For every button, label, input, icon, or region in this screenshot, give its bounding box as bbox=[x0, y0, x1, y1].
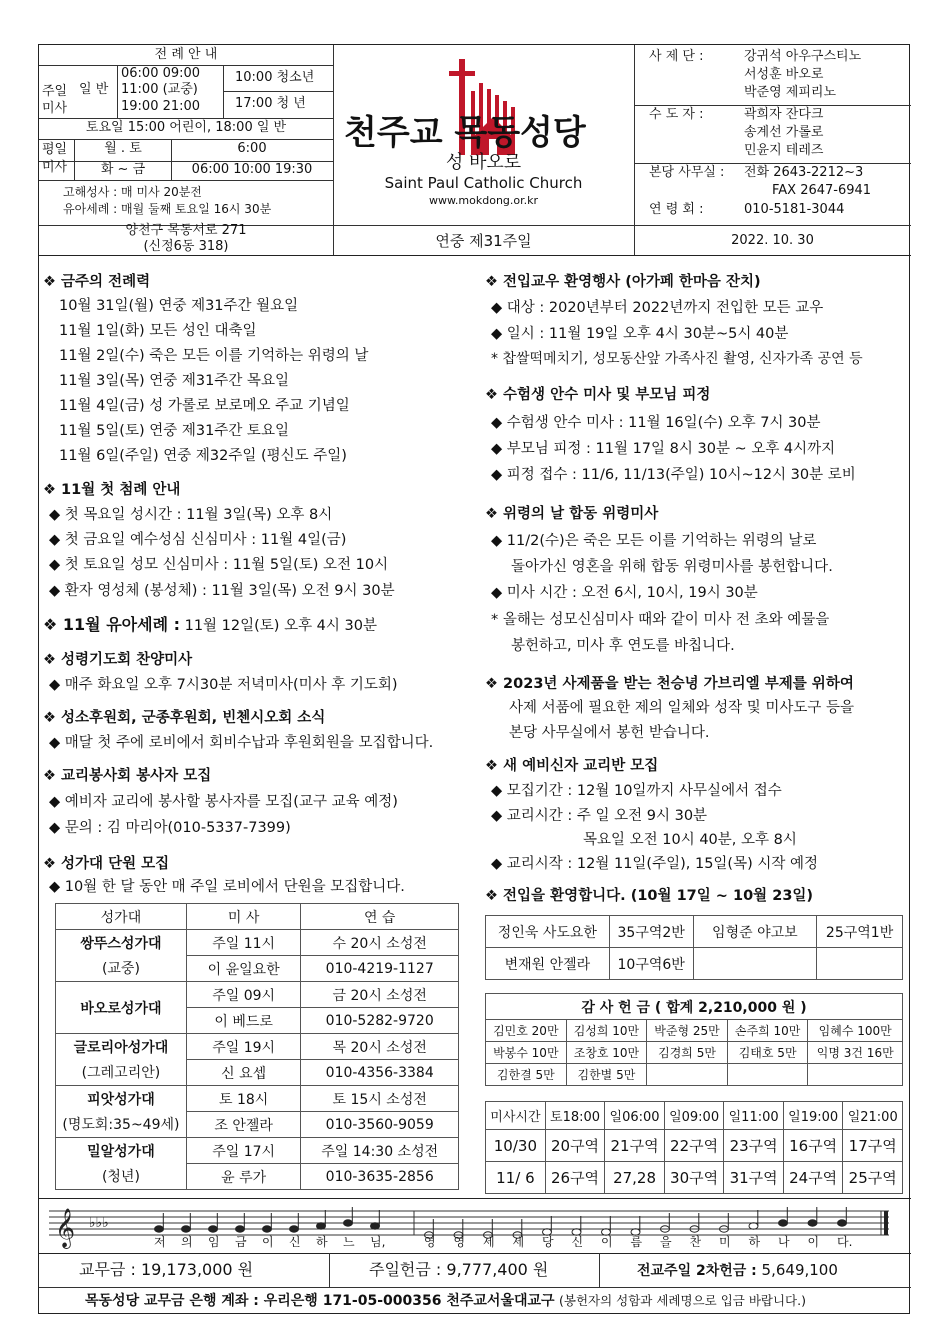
duty-cell: 20구역 bbox=[545, 1130, 605, 1162]
choir-sub: (그레고리안) bbox=[56, 1060, 187, 1086]
lyric-syllable: 의 bbox=[181, 1235, 193, 1249]
choir-name: 피앗성가대 bbox=[56, 1086, 187, 1112]
first-item: ◆ 환자 영성체 (봉성체) : 11월 3일(목) 오전 9시 30분 bbox=[49, 583, 395, 599]
mon-sat-label: 월 . 토 bbox=[104, 141, 142, 156]
welcome-event-item: ◆ 대상 : 2020년부터 2022년까지 전입한 모든 교우 bbox=[491, 300, 824, 316]
duty-header: 미사시간 bbox=[486, 1102, 546, 1130]
confession-info: 고해성사 : 매 미사 20분전 bbox=[63, 185, 202, 199]
mass-duty-table bbox=[485, 1101, 903, 1194]
thanks-cell: 김태호 5만 bbox=[727, 1042, 808, 1064]
lyric-syllable: 름 bbox=[630, 1235, 643, 1249]
spirit-heading: ❖ 성령기도회 찬양미사 bbox=[43, 652, 193, 668]
lyric-syllable: 영 bbox=[424, 1235, 436, 1249]
choir-table bbox=[55, 903, 459, 1190]
duty-cell: 23구역 bbox=[724, 1130, 784, 1162]
lyric-syllable: 다. bbox=[837, 1235, 853, 1249]
sunday-mass-label: 주일 미사 bbox=[42, 84, 68, 116]
duty-cell: 21구역 bbox=[605, 1130, 665, 1162]
note-head bbox=[317, 1223, 326, 1229]
sunday-general-label: 일 반 bbox=[79, 82, 109, 97]
tue-fri-times: 06:00 10:00 19:30 bbox=[191, 162, 313, 177]
bank-account-info bbox=[85, 1292, 806, 1310]
mission-offering bbox=[637, 1261, 838, 1280]
note-head bbox=[155, 1226, 164, 1232]
choir-practice: 토 15시 소성전 bbox=[301, 1086, 459, 1112]
choir-heading: ❖ 성가대 단원 모집 bbox=[43, 856, 170, 872]
note-head bbox=[236, 1226, 245, 1232]
choir-phone: 010-3635-2856 bbox=[301, 1164, 459, 1190]
thanks-cell: 박준형 25만 bbox=[647, 1020, 728, 1042]
duty-header: 일09:00 bbox=[664, 1102, 724, 1130]
welcome-event-note-text: 찹쌀떡메치기, 성모동산앞 가족사진 촬영, 신자가족 공연 등 bbox=[502, 351, 863, 367]
lyric-syllable: 저 bbox=[154, 1235, 166, 1249]
note-head bbox=[838, 1220, 847, 1226]
catechumen-heading: ❖ 새 예비신자 교리반 모집 bbox=[485, 758, 659, 774]
ordination-heading: ❖ 2023년 사제품을 받는 천승녕 가브리엘 부제를 위하여 bbox=[485, 676, 854, 692]
choir-mass: 토 18시 bbox=[186, 1086, 301, 1112]
lyric-syllable: 느 bbox=[343, 1235, 355, 1249]
choir-sub: (청년) bbox=[56, 1164, 187, 1190]
ordination-text: 사제 서품에 필요한 제의 일체와 성작 및 미사도구 등을 bbox=[509, 700, 855, 716]
requiem-heading: ❖ 위령의 날 합동 위령미사 bbox=[485, 506, 659, 522]
catechumen-item-text: 모집기간 : 12월 10일까지 사무실에서 접수 bbox=[506, 783, 782, 799]
church-name-part1: 천주교 목동성당 bbox=[344, 113, 586, 153]
exam-item-text: 수험생 안수 미사 : 11월 16일(수) 오후 7시 30분 bbox=[506, 415, 821, 431]
welcome-event-heading: ❖ 전입교우 환영행사 (아가페 한마음 잔치) bbox=[485, 274, 761, 290]
sunday-offering bbox=[369, 1261, 548, 1279]
choir-practice: 금 20시 소성전 bbox=[301, 982, 459, 1008]
first-item: ◆ 첫 목요일 성시간 : 11월 3일(목) 오후 8시 bbox=[49, 507, 333, 523]
calendar-item: 10월 31일(월) 연중 제31주간 월요일 bbox=[59, 298, 299, 314]
choir-name: 쌍뚜스성가대 bbox=[56, 930, 187, 956]
catechumen-time-cont: 목요일 오전 10시 40분, 오후 8시 bbox=[583, 832, 797, 848]
young-adult-mass-time: 17:00 청 년 bbox=[235, 96, 306, 111]
thanks-cell: 김한결 5만 bbox=[486, 1064, 567, 1086]
baptism-date: 11월 12일(토) 오후 4시 30분 bbox=[184, 618, 377, 634]
choir-header: 성가대 bbox=[56, 904, 187, 930]
sunday-time-2: 11:00 (교중) bbox=[121, 82, 198, 97]
duty-date: 11/ 6 bbox=[486, 1162, 546, 1194]
calendar-heading: ❖ 금주의 전례력 bbox=[43, 274, 151, 290]
choir-name: 글로리아성가대 bbox=[56, 1034, 187, 1060]
thanks-cell: 익명 3건 16만 bbox=[808, 1042, 903, 1064]
sunday-time-1: 06:00 09:00 bbox=[121, 66, 201, 81]
lyric-syllable: 금 bbox=[235, 1235, 247, 1249]
note-head bbox=[263, 1226, 272, 1232]
exam-item-text: 부모님 피정 : 11월 17일 8시 30분 ~ 오후 4시까지 bbox=[506, 441, 836, 457]
requiem-item: ◆ 미사 시간 : 오전 6시, 10시, 19시 30분 bbox=[491, 585, 758, 601]
volunteer-item: ◆ 문의 : 김 마리아(010-5337-7399) bbox=[49, 820, 291, 836]
patron-name: 성 바오로 bbox=[445, 152, 522, 173]
catechumen-item-text: 교리시작 : 12월 11일(주일), 15일(목) 시작 예정 bbox=[506, 856, 818, 872]
newcomer-heading: ❖ 전입을 환영합니다. (10월 17일 ~ 10월 23일) bbox=[485, 888, 814, 904]
calendar-item: 11월 2일(수) 죽은 모든 이를 기억하는 위령의 날 bbox=[59, 348, 369, 364]
choir-mass: 주일 17시 bbox=[186, 1138, 301, 1164]
first-item-text: 첫 목요일 성시간 : 11월 3일(목) 오후 8시 bbox=[64, 507, 333, 523]
welcome-event-text: 대상 : 2020년부터 2022년까지 전입한 모든 교우 bbox=[506, 300, 824, 316]
spirit-item: ◆ 매주 화요일 오후 7시30분 저녁미사(미사 후 기도회) bbox=[49, 677, 398, 693]
first-item-text: 환자 영성체 (봉성체) : 11월 3일(목) 오전 9시 30분 bbox=[64, 583, 395, 599]
newcomer-cell: 변재원 안젤라 bbox=[486, 948, 610, 980]
priest-label: 사 제 단 : bbox=[649, 49, 704, 64]
choir-contact: 이 베드로 bbox=[186, 1008, 301, 1034]
sunday-title: 연중 제31주일 bbox=[435, 232, 532, 250]
requiem-note: * 올해는 성모신심미사 때와 같이 미사 전 초와 예물을 bbox=[491, 612, 830, 628]
thanks-cell: 김경희 5만 bbox=[647, 1042, 728, 1064]
duty-header: 일11:00 bbox=[724, 1102, 784, 1130]
choir-contact: 신 요셉 bbox=[186, 1060, 301, 1086]
lyric-syllable: 이 bbox=[601, 1235, 613, 1249]
duty-cell: 17구역 bbox=[843, 1130, 903, 1162]
newcomer-cell: 임형준 야고보 bbox=[693, 916, 817, 948]
choir-contact: 이 윤일요한 bbox=[186, 956, 301, 982]
sunday-offering-label: 주일헌금 : bbox=[369, 1260, 442, 1279]
choir-name: 바오로성가대 bbox=[56, 982, 187, 1034]
baptism-heading: ❖ 11월 유아세례 : bbox=[43, 615, 180, 634]
thanks-cell: 임혜수 100만 bbox=[808, 1020, 903, 1042]
choir-phone: 010-5282-9720 bbox=[301, 1008, 459, 1034]
choir-item-text: 10월 한 달 동안 매 주일 로비에서 단원을 모집합니다. bbox=[64, 879, 405, 895]
choir-sub: (명도회:35~49세) bbox=[56, 1112, 187, 1138]
sunday-offering-value: 9,777,400 원 bbox=[446, 1260, 549, 1279]
thanks-cell bbox=[647, 1064, 728, 1086]
office-phone: 전화 2643-2212~3 bbox=[744, 165, 864, 180]
choir-header: 미 사 bbox=[186, 904, 301, 930]
exam-item: ◆ 부모님 피정 : 11월 17일 8시 30분 ~ 오후 4시까지 bbox=[491, 441, 836, 457]
lyric-syllable: 하 bbox=[748, 1235, 761, 1249]
ordination-text: 본당 사무실에서 봉헌 받습니다. bbox=[509, 725, 710, 741]
office-fax: FAX 2647-6941 bbox=[772, 183, 872, 198]
lyric-syllable: 찬 bbox=[689, 1235, 702, 1249]
address-line2: (신정6동 318) bbox=[143, 239, 229, 254]
priest-3: 박준영 제피리노 bbox=[744, 85, 837, 100]
thanks-cell: 김민호 20만 bbox=[486, 1020, 567, 1042]
welcome-event-item: ◆ 일시 : 11월 19일 오후 4시 30분~5시 40분 bbox=[491, 326, 789, 342]
english-church-name: Saint Paul Catholic Church bbox=[384, 174, 583, 192]
newcomer-cell bbox=[693, 948, 817, 980]
choir-sub: (교중) bbox=[56, 956, 187, 982]
welcome-event-text: 일시 : 11월 19일 오후 4시 30분~5시 40분 bbox=[506, 326, 789, 342]
thanks-cell: 손주희 10만 bbox=[727, 1020, 808, 1042]
church-website[interactable]: www.mokdong.or.kr bbox=[428, 194, 539, 207]
thanks-title: 감 사 헌 금 ( 합계 2,210,000 원 ) bbox=[486, 994, 903, 1020]
tue-fri-label: 화 ~ 금 bbox=[100, 162, 146, 177]
support-item: ◆ 매달 첫 주에 로비에서 회비수납과 후원회원을 모집합니다. bbox=[49, 735, 434, 751]
volunteer-item: ◆ 예비자 교리에 봉사할 봉사자를 모집(교구 교육 예정) bbox=[49, 794, 398, 810]
nun-2: 송계선 가롤로 bbox=[744, 125, 824, 140]
saturday-mass-times: 토요일 15:00 어린이, 18:00 일 반 bbox=[85, 120, 287, 135]
duty-header: 일19:00 bbox=[783, 1102, 843, 1130]
duty-header: 토18:00 bbox=[545, 1102, 605, 1130]
note-head bbox=[290, 1226, 299, 1232]
newcomer-table bbox=[485, 915, 903, 980]
council-label: 연 령 회 : bbox=[649, 202, 704, 217]
choir-header: 연 습 bbox=[301, 904, 459, 930]
thanks-cell: 박봉수 10만 bbox=[486, 1042, 567, 1064]
address-line1: 양천구 목동서로 271 bbox=[125, 223, 247, 238]
weekday-mass-label: 평일 미사 bbox=[42, 142, 68, 175]
youth-mass-time: 10:00 청소년 bbox=[235, 70, 315, 85]
newcomer-cell: 35구역2반 bbox=[609, 916, 693, 948]
duty-cell: 25구역 bbox=[843, 1162, 903, 1194]
calendar-item: 11월 5일(토) 연중 제31주간 토요일 bbox=[59, 423, 289, 439]
requiem-item-text: 미사 시간 : 오전 6시, 10시, 19시 30분 bbox=[506, 585, 758, 601]
duty-cell: 16구역 bbox=[783, 1130, 843, 1162]
bank-account-text: 목동성당 교무금 은행 계좌 : 우리은행 171-05-000356 천주교서울대교구 bbox=[85, 1293, 555, 1309]
lyric-syllable: 님, bbox=[370, 1235, 386, 1249]
choir-contact: 조 안젤라 bbox=[186, 1112, 301, 1138]
note-head bbox=[344, 1220, 353, 1226]
lyric-syllable: 나 bbox=[778, 1235, 790, 1249]
duty-cell: 27,28 bbox=[605, 1162, 665, 1194]
newcomer-cell bbox=[817, 948, 903, 980]
exam-item-text: 피정 접수 : 11/6, 11/13(주일) 10시~12시 30분 로비 bbox=[506, 467, 856, 483]
lyric-syllable: 신 bbox=[289, 1235, 301, 1249]
catechumen-item-text: 교리시간 : 주 일 오전 9시 30분 bbox=[506, 808, 708, 824]
thanks-cell: 김성희 10만 bbox=[566, 1020, 647, 1042]
calendar-item: 11월 4일(금) 성 가롤로 보로메오 주교 기념일 bbox=[59, 398, 350, 414]
exam-item: ◆ 수험생 안수 미사 : 11월 16일(수) 오후 7시 30분 bbox=[491, 415, 821, 431]
note-head bbox=[749, 1223, 758, 1229]
church-fund-label: 교무금 : bbox=[79, 1260, 136, 1279]
choir-item: ◆ 10월 한 달 동안 매 주일 로비에서 단원을 모집합니다. bbox=[49, 879, 405, 895]
nun-1: 곽희자 잔다크 bbox=[744, 107, 824, 122]
duty-date: 10/30 bbox=[486, 1130, 546, 1162]
duty-cell: 22구역 bbox=[664, 1130, 724, 1162]
first-item: ◆ 첫 금요일 예수성심 신심미사 : 11월 4일(금) bbox=[49, 532, 347, 548]
newcomer-cell: 25구역1반 bbox=[817, 916, 903, 948]
lyric-syllable: 신 bbox=[571, 1235, 584, 1249]
nun-label: 수 도 자 : bbox=[649, 107, 704, 122]
welcome-event-note: * 찹쌀떡메치기, 성모동산앞 가족사진 촬영, 신자가족 공연 등 bbox=[491, 351, 863, 367]
choir-mass: 주일 19시 bbox=[186, 1034, 301, 1060]
choir-phone: 010-4219-1127 bbox=[301, 956, 459, 982]
volunteer-item-text: 문의 : 김 마리아(010-5337-7399) bbox=[64, 820, 291, 836]
lyric-syllable: 이 bbox=[262, 1235, 274, 1249]
calendar-item: 11월 1일(화) 모든 성인 대축일 bbox=[59, 323, 257, 339]
church-fund-value: 19,173,000 원 bbox=[140, 1260, 254, 1279]
mission-offering-value: 5,649,100 bbox=[761, 1261, 838, 1279]
note-head bbox=[209, 1226, 218, 1232]
office-label: 본당 사무실 : bbox=[649, 165, 725, 180]
thanks-cell bbox=[808, 1064, 903, 1086]
exam-item: ◆ 피정 접수 : 11/6, 11/13(주일) 10시~12시 30분 로비 bbox=[491, 467, 856, 483]
lyric-syllable: 하 bbox=[316, 1235, 328, 1249]
thanks-cell: 김한별 5만 bbox=[566, 1064, 647, 1086]
choir-mass: 주일 09시 bbox=[186, 982, 301, 1008]
catechumen-item: ◆ 교리시간 : 주 일 오전 9시 30분 bbox=[491, 808, 708, 824]
first-item-text: 첫 금요일 예수성심 신심미사 : 11월 4일(금) bbox=[64, 532, 347, 548]
newcomer-cell: 정인욱 사도요한 bbox=[486, 916, 610, 948]
choir-mass: 주일 11시 bbox=[186, 930, 301, 956]
volunteer-item-text: 예비자 교리에 봉사할 봉사자를 모집(교구 교육 예정) bbox=[64, 794, 398, 810]
thanks-cell: 조창호 10만 bbox=[566, 1042, 647, 1064]
choir-phone: 010-3560-9059 bbox=[301, 1112, 459, 1138]
bulletin-date: 2022. 10. 30 bbox=[731, 233, 814, 248]
newcomer-cell: 10구역6반 bbox=[609, 948, 693, 980]
choir-practice: 주일 14:30 소성전 bbox=[301, 1138, 459, 1164]
first-item: ◆ 첫 토요일 성모 신심미사 : 11월 5일(토) 오전 10시 bbox=[49, 557, 389, 573]
catechumen-item: ◆ 교리시작 : 12월 11일(주일), 15일(목) 시작 예정 bbox=[491, 856, 818, 872]
note-head bbox=[779, 1220, 788, 1226]
volunteer-heading: ❖ 교리봉사회 봉사자 모집 bbox=[43, 768, 212, 784]
svg-text:♭♭♭: ♭♭♭ bbox=[89, 1215, 109, 1231]
liturgy-title: 전 례 안 내 bbox=[154, 47, 218, 62]
hymn-lyrics bbox=[49, 1233, 899, 1251]
note-head bbox=[371, 1223, 380, 1229]
choir-name: 밀알성가대 bbox=[56, 1138, 187, 1164]
requiem-item-cont: 돌아가신 영혼을 위해 합동 위령미사를 봉헌합니다. bbox=[511, 559, 833, 575]
thanks-offering-table bbox=[485, 993, 903, 1086]
support-heading: ❖ 성소후원회, 군종후원회, 빈첸시오회 소식 bbox=[43, 710, 326, 726]
thanks-cell bbox=[727, 1064, 808, 1086]
council-phone: 010-5181-3044 bbox=[744, 202, 845, 217]
infant-baptism-info: 유아세례 : 매월 둘째 토요일 16시 30분 bbox=[63, 202, 272, 216]
calendar-item: 11월 3일(목) 연중 제31주간 목요일 bbox=[59, 373, 289, 389]
requiem-item: ◆ 11/2(수)은 죽은 모든 이를 기억하는 위령의 날로 bbox=[491, 533, 817, 549]
spirit-item-text: 매주 화요일 오후 7시30분 저녁미사(미사 후 기도회) bbox=[64, 677, 398, 693]
support-item-text: 매달 첫 주에 로비에서 회비수납과 후원회원을 모집합니다. bbox=[64, 735, 434, 751]
priest-1: 강귀석 아우구스티노 bbox=[744, 49, 862, 64]
lyric-syllable: 이 bbox=[807, 1235, 820, 1249]
requiem-item-text: 11/2(수)은 죽은 모든 이를 기억하는 위령의 날로 bbox=[506, 533, 817, 549]
bulletin-page bbox=[38, 44, 910, 1314]
choir-practice: 수 20시 소성전 bbox=[301, 930, 459, 956]
nun-3: 민윤지 테레즈 bbox=[744, 143, 824, 158]
lyric-syllable: 세 bbox=[512, 1235, 525, 1249]
first-friday-heading: ❖ 11월 첫 첨례 안내 bbox=[43, 482, 181, 498]
lyric-syllable: 임 bbox=[208, 1235, 220, 1249]
catechumen-item: ◆ 모집기간 : 12월 10일까지 사무실에서 접수 bbox=[491, 783, 782, 799]
lyric-syllable: 영 bbox=[453, 1235, 466, 1249]
lyric-syllable: 을 bbox=[660, 1235, 672, 1249]
duty-cell: 30구역 bbox=[664, 1162, 724, 1194]
lyric-syllable: 세 bbox=[483, 1235, 495, 1249]
duty-cell: 26구역 bbox=[545, 1162, 605, 1194]
note-head bbox=[808, 1220, 817, 1226]
svg-text:𝄞: 𝄞 bbox=[55, 1208, 76, 1248]
lyric-syllable: 당 bbox=[542, 1235, 554, 1249]
infant-baptism-notice bbox=[43, 616, 377, 635]
lyric-syllable: 미 bbox=[719, 1235, 731, 1249]
mission-offering-label: 전교주일 2차헌금 : bbox=[637, 1263, 757, 1279]
church-fund bbox=[79, 1261, 253, 1279]
requiem-note-cont: 봉헌하고, 미사 후 연도를 바칩니다. bbox=[511, 638, 735, 654]
mon-sat-time: 6:00 bbox=[237, 141, 267, 156]
bank-account-note: (봉헌자의 성함과 세례명으로 입금 바랍니다.) bbox=[559, 1293, 806, 1308]
duty-header: 일06:00 bbox=[605, 1102, 665, 1130]
duty-cell: 24구역 bbox=[783, 1162, 843, 1194]
sunday-time-3: 19:00 21:00 bbox=[121, 99, 201, 114]
note-head bbox=[182, 1226, 191, 1232]
first-item-text: 첫 토요일 성모 신심미사 : 11월 5일(토) 오전 10시 bbox=[64, 557, 389, 573]
requiem-note-text: 올해는 성모신심미사 때와 같이 미사 전 초와 예물을 bbox=[502, 612, 830, 628]
choir-contact: 윤 루가 bbox=[186, 1164, 301, 1190]
duty-header: 일21:00 bbox=[843, 1102, 903, 1130]
choir-phone: 010-4356-3384 bbox=[301, 1060, 459, 1086]
exam-heading: ❖ 수험생 안수 미사 및 부모님 피정 bbox=[485, 387, 711, 403]
choir-practice: 목 20시 소성전 bbox=[301, 1034, 459, 1060]
calendar-item: 11월 6일(주일) 연중 제32주일 (평신도 주일) bbox=[59, 448, 347, 464]
priest-2: 서성훈 바오로 bbox=[744, 67, 824, 82]
duty-cell: 31구역 bbox=[724, 1162, 784, 1194]
